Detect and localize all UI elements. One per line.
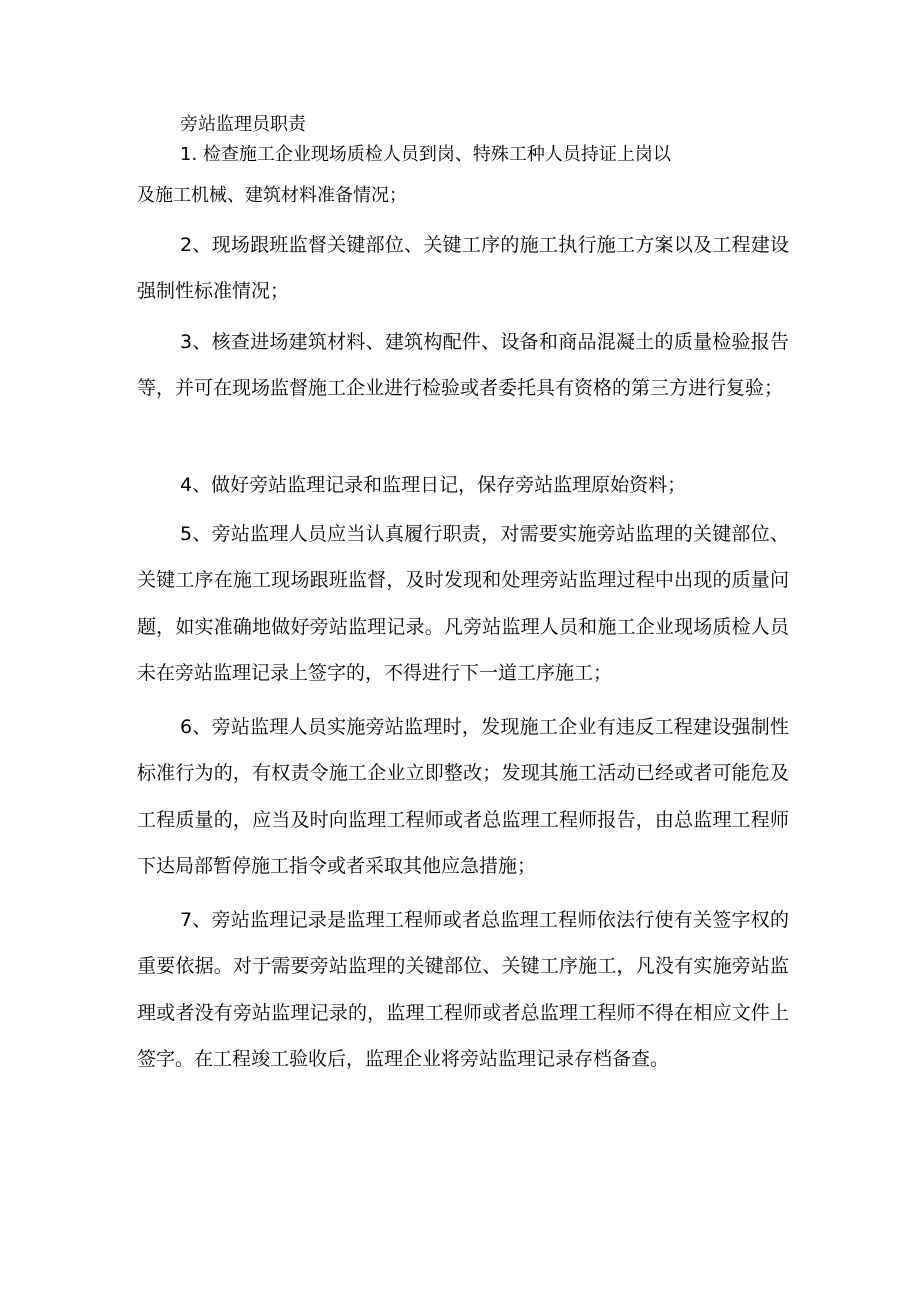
duty-item-1-line-2: 及施工机械、建筑材料准备情况； xyxy=(137,185,407,206)
duty-item-6: 6、旁站监理人员实施旁站监理时，发现施工企业有违反工程建设强制性标准行为的，有权责令施工企业立即整改；发现其施工活动已经或者可能危及工程质量的，应当及时向监理工程师或者总监理工程师报告，由总监理工程师下达局部暂停施工指令或者采取其他应急措施； xyxy=(137,716,789,878)
duty-item-1-line-1: 1. 检查施工企业现场质检人员到岗、特殊工种人员持证上岗以 xyxy=(180,144,671,165)
duty-item-2: 2、现场跟班监督关键部位、关键工序的施工执行施工方案以及工程建设强制性标准情况； xyxy=(137,234,789,303)
document-title: 旁站监理员职责 xyxy=(180,114,306,135)
duty-item-3: 3、核查进场建筑材料、建筑构配件、设备和商品混凝土的质量检验报告等，并可在现场监督施工企业进行检验或者委托具有资格的第三方进行复验； xyxy=(137,331,789,400)
duty-item-5: 5、旁站监理人员应当认真履行职责，对需要实施旁站监理的关键部位、关键工序在施工现场跟班监督，及时发现和处理旁站监理过程中出现的质量问题，如实准确地做好旁站监理记录。凡旁站监理人员和施工企业现场质检人员未在旁站监理记录上签字的，不得进行下一道工序施工； xyxy=(137,523,789,685)
duty-item-4: 4、做好旁站监理记录和监理日记，保存旁站监理原始资料； xyxy=(180,474,687,496)
duty-item-7: 7、旁站监理记录是监理工程师或者总监理工程师依法行使有关签字权的重要依据。对于需要旁站监理的关键部位、关键工序施工，凡没有实施旁站监理或者没有旁站监理记录的，监理工程师或者总监理工程师不得在相应文件上签字。在工程竣工验收后，监理企业将旁站监理记录存档备查。 xyxy=(137,909,789,1071)
